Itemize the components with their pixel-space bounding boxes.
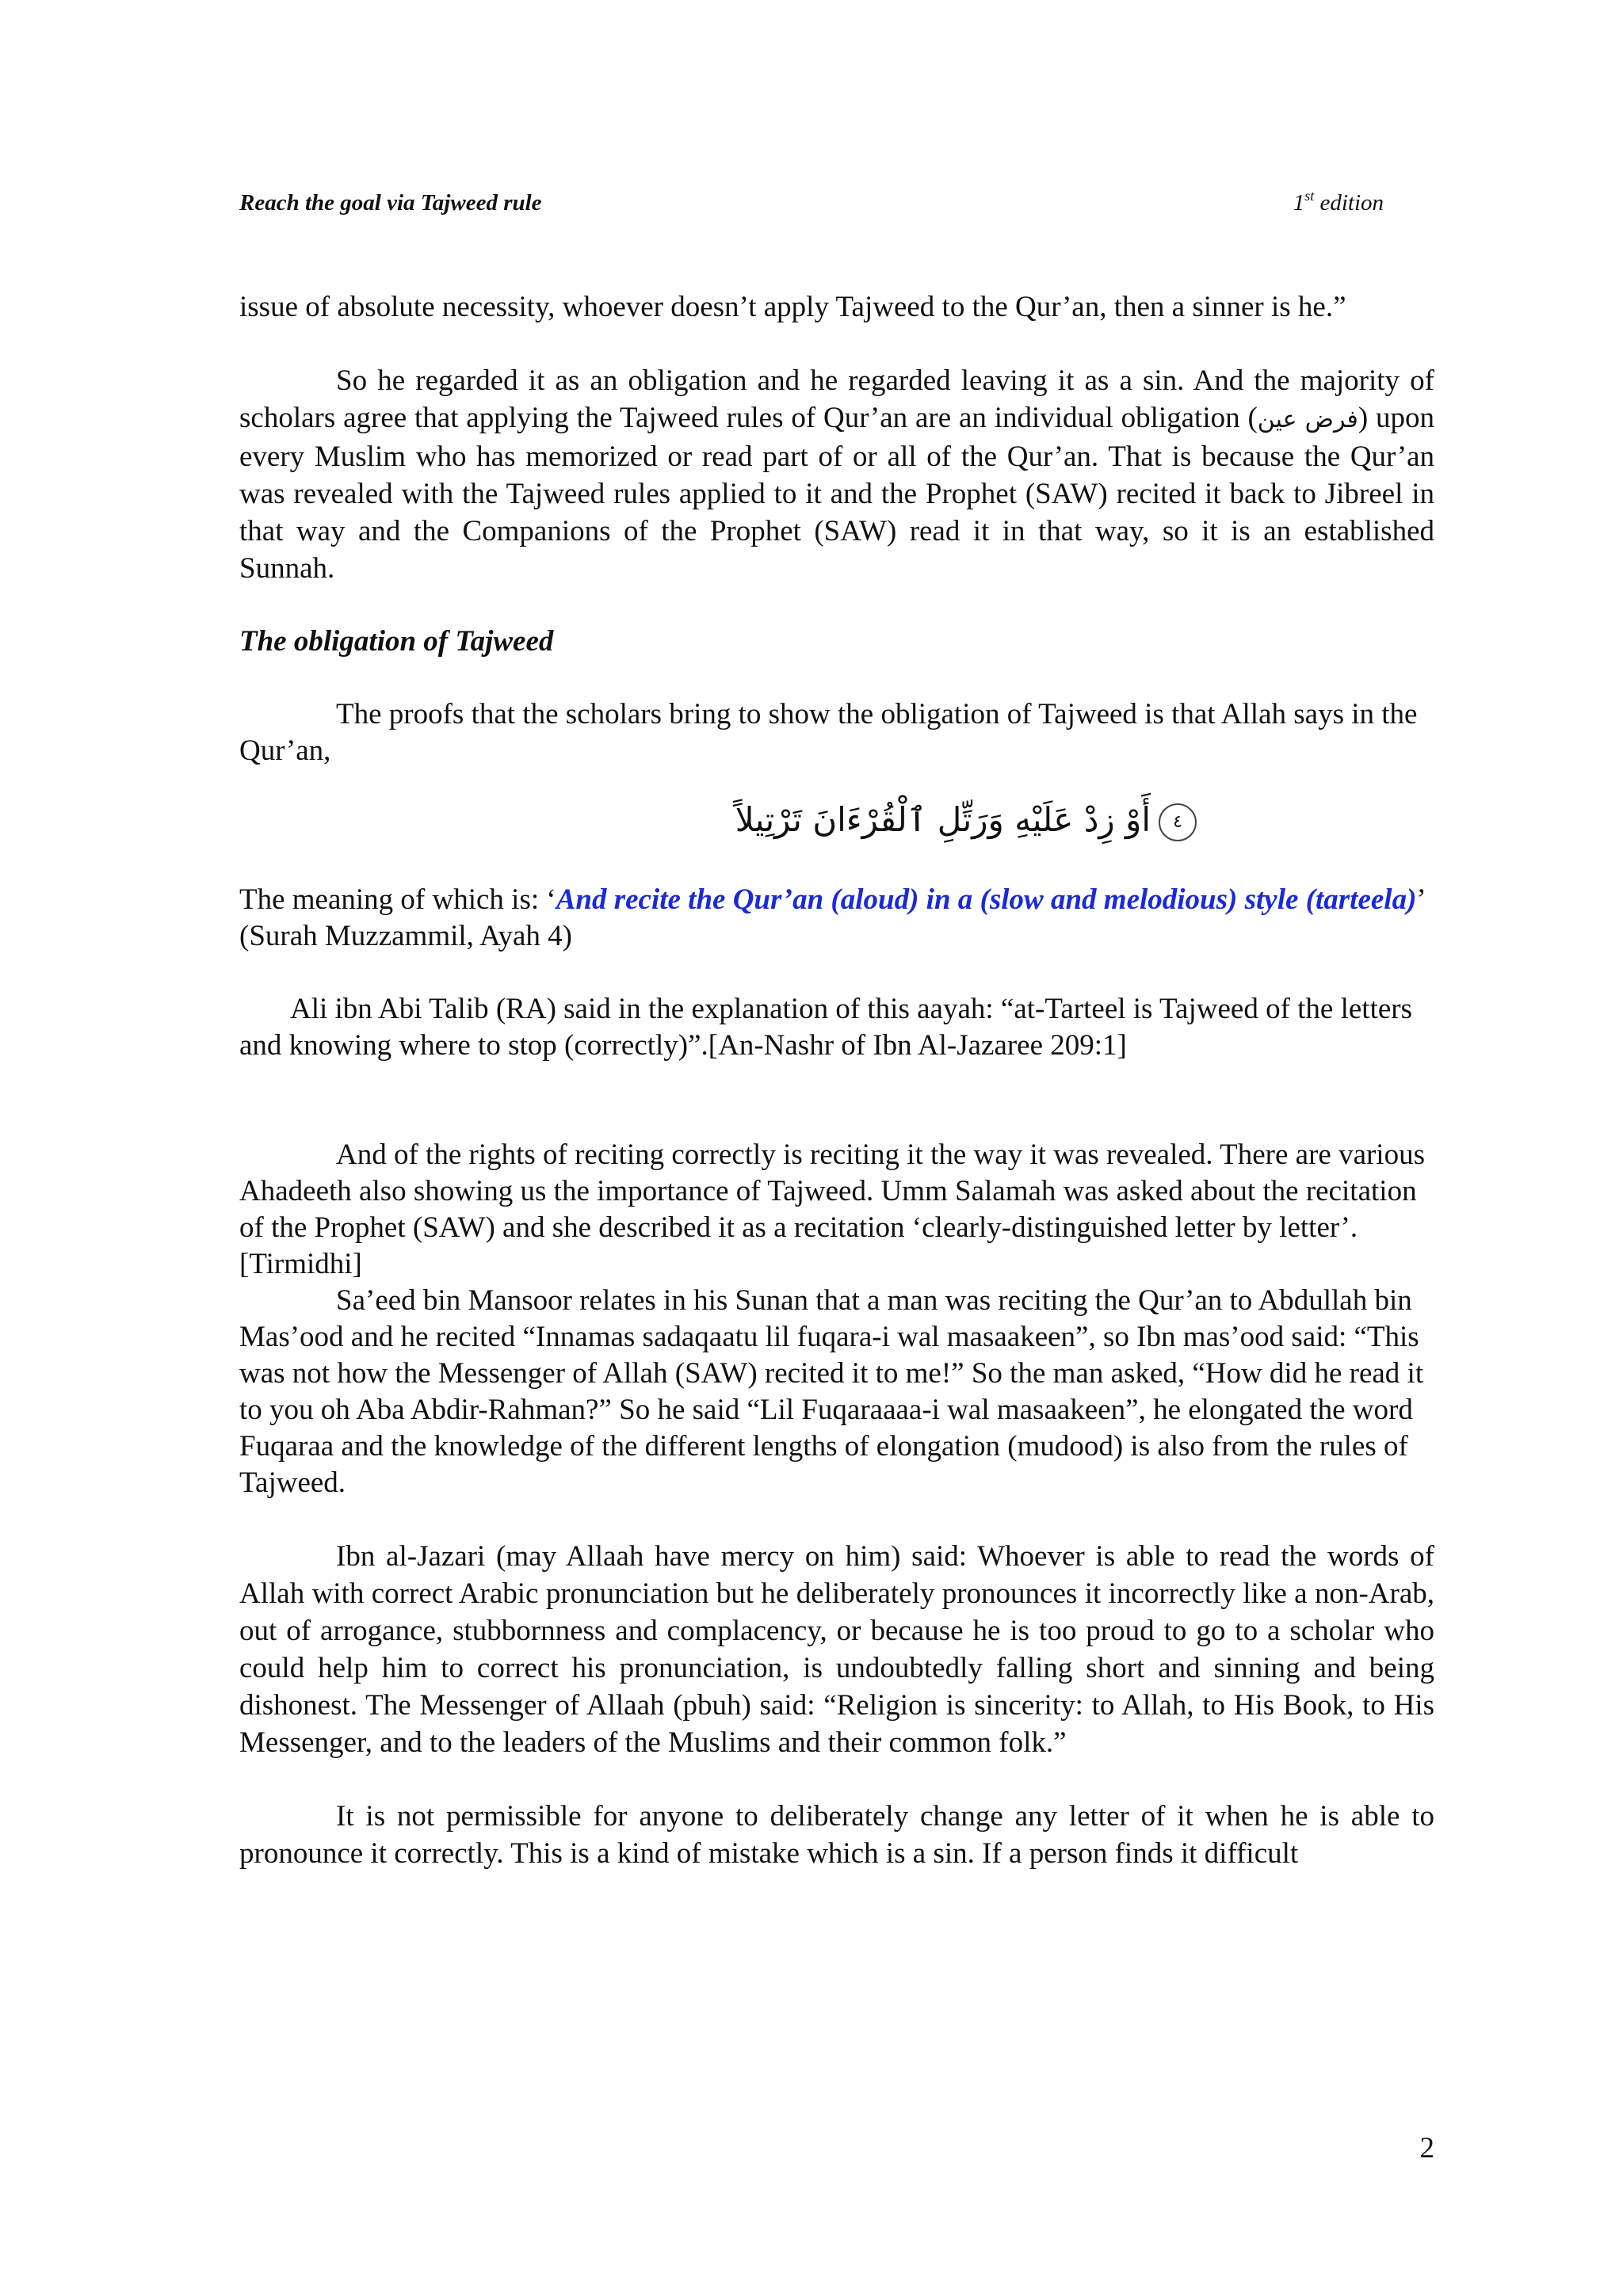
page-number: 2 <box>1419 2132 1434 2164</box>
paragraph-text: ) upon every Muslim who has memorized or read part of or all of the Qur’an. That is because the Qur’an was revealed with the Tajweed rules applied to it and the Prophet (SAW) recited it back to Jibreel in that way and the Companions of the Prophet (SAW) read it in that way, so it is an established Sunnah. <box>239 402 1434 585</box>
paragraph-rights-of-reciting: And of the rights of reciting correctly is reciting it the way it was revealed. There are various Ahadeeth also showing us the importance of Tajweed. Umm Salamah was asked about the recitation of the Prophet (SAW) and she described it as a recitation ‘clearly-distinguished letter by letter’.[Tirmidhi] <box>239 1138 1425 1280</box>
paragraph-ibn-al-jazari: Ibn al-Jazari (may Allaah have mercy on him) said: Whoever is able to read the words of Allah with correct Arabic pronunciation but he deliberately pronounces it incorrectly like a non-Arab, out of arrogance, stubbornness and complacency, or because he is too proud to go to a scholar who could help him to correct his pronunciation, is undoubtedly falling short and sinning and being dishonest. The Messenger of Allaah (pbuh) said: “Religion is sincerity: to Allah, to His Book, to His Messenger, and to the leaders of the Muslims and their common folk.” <box>239 1540 1434 1759</box>
edition-suffix: st <box>1304 188 1315 204</box>
paragraph-continuation: issue of absolute necessity, whoever doesn’t apply Tajweed to the Qur’an, then a sinner is he.” <box>239 291 1346 323</box>
page-header <box>239 190 1384 230</box>
meaning-prefix: The meaning of which is: ‘ <box>239 883 556 916</box>
header-edition <box>1293 190 1384 216</box>
section-heading: The obligation of Tajweed <box>239 625 554 658</box>
meaning-reference: ’ (Surah Muzzammil, Ayah 4) <box>239 883 1424 952</box>
paragraph-proofs: The proofs that the scholars bring to show the obligation of Tajweed is that Allah says in the Qur’an, <box>239 698 1418 767</box>
paragraph-ali-ibn-abi-talib: Ali ibn Abi Talib (RA) said in the explanation of this aayah: “at-Tarteel is Tajweed of the letters and knowing where to stop (correctly)”.[An-Nashr of Ibn Al-Jazaree 209:1] <box>239 993 1412 1062</box>
page-body <box>239 288 1434 1872</box>
quran-verse <box>239 796 1434 852</box>
paragraph-text: So he regarded it as an obligation and he regarded leaving it as a sin. And the majority of scholars agree that applying the Tajweed rules of Qur’an are an individual obligation ( <box>239 364 1434 434</box>
edition-label: edition <box>1319 190 1384 215</box>
paragraph-not-permissible: It is not permissible for anyone to deliberately change any letter of it when he is able to pronounce it correctly. This is a kind of mistake which is a sin. If a person finds it difficult <box>239 1800 1434 1870</box>
paragraph-saeed-bin-mansoor: Sa’eed bin Mansoor relates in his Sunan that a man was reciting the Qur’an to Abdullah bin Mas’ood and he recited “Innamas sadaqaatu lil fuqara-i wal masaakeen”, so Ibn mas’ood said: “This was not how the Messenger of Allah (SAW) recited it to me!” So the man asked, “How did he read it to you oh Aba Abdir-Rahman?” So he said “Lil Fuqaraaaa-i wal masaakeen”, he elongated the word Fuqaraa and the knowledge of the different lengths of elongation (mudood) is also from the rules of Tajweed. <box>239 1284 1424 1499</box>
edition-number: 1 <box>1293 190 1305 215</box>
meaning-translation: And recite the Qur’an (aloud) in a (slow and melodious) style (tarteela) <box>556 883 1417 916</box>
paragraph-meaning <box>239 882 1434 955</box>
paragraph-obligation-sin <box>239 362 1434 587</box>
quran-verse-text: أَوْ زِدْ عَلَيْهِ وَرَتِّلِ ٱلْقُرْءَانَ تَرْتِيلاً <box>735 800 1151 839</box>
header-title: Reach the goal via Tajweed rule <box>239 190 542 215</box>
ayah-number-marker: ٤ <box>1159 803 1197 841</box>
arabic-fard-ayn: فرض عين <box>1257 406 1358 433</box>
